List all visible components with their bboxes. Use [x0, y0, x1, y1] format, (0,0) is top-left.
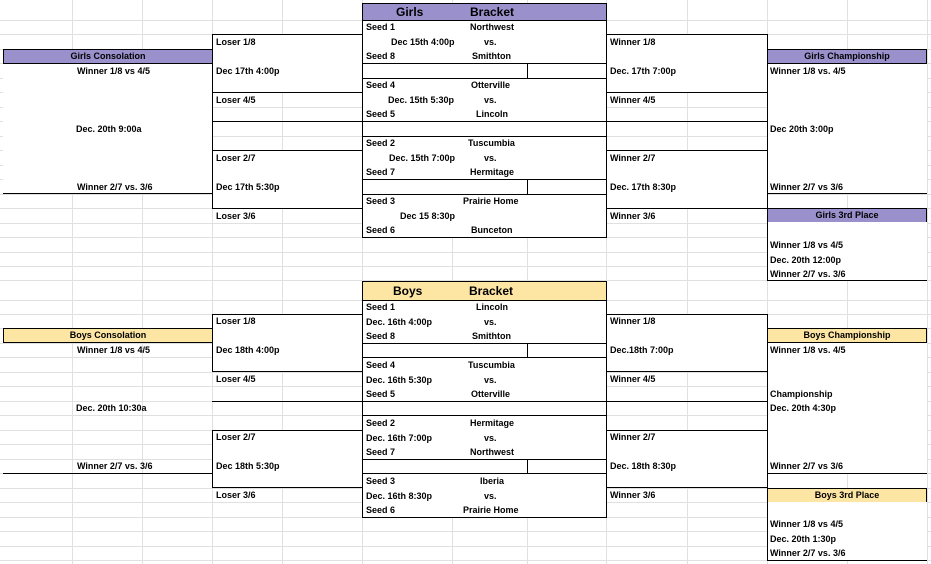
boys-right-text: Winner 4/5 [610, 374, 656, 384]
seed-label: Seed 7 [366, 447, 396, 457]
girls-consolation-line: Dec. 20th 9:00a [76, 124, 142, 134]
team-name: Smithton [472, 51, 511, 61]
vs-label: vs. [484, 95, 497, 105]
vs-label: vs. [484, 153, 497, 163]
boys-championship-line: Dec. 20th 4:30p [770, 403, 837, 413]
team-name: Lincoln [476, 109, 508, 119]
game-time: Dec. 16th 8:30p [366, 491, 433, 501]
game-time: Dec. 16th 5:30p [366, 375, 433, 385]
team-name: Northwest [470, 447, 515, 457]
girls-championship-line: Dec 20th 3:00p [770, 124, 834, 134]
vs-label: vs. [484, 37, 497, 47]
girls-left-text: Loser 3/6 [216, 211, 256, 221]
team-name: Prairie Home [463, 505, 519, 515]
team-name: Lincoln [476, 302, 508, 312]
team-name: Hermitage [470, 167, 515, 177]
girls-left-text: Loser 1/8 [216, 37, 256, 47]
girls-right-text: Dec. 17th 8:30p [610, 182, 677, 192]
vs-label: vs. [484, 491, 497, 501]
seed-label: Seed 5 [366, 389, 396, 399]
girls-left-text: Dec 17th 5:30p [216, 182, 280, 192]
girls-consolation-line: Winner 1/8 vs 4/5 [77, 66, 150, 76]
boys-third-place-title: Boys 3rd Place [814, 490, 880, 500]
boys-consolation-line: Winner 1/8 vs 4/5 [77, 345, 150, 355]
game-time: Dec 15th 4:00p [391, 37, 455, 47]
team-name: Bunceton [471, 225, 513, 235]
vs-label: vs. [484, 433, 497, 443]
game-time: Dec. 15th 5:30p [388, 95, 455, 105]
boys-right-text: Winner 2/7 [610, 432, 656, 442]
girls-championship-line: Winner 2/7 vs 3/6 [770, 182, 843, 192]
girls-third-place-line: Winner 2/7 vs. 3/6 [770, 269, 846, 279]
girls-header-word-2: Bracket [470, 5, 515, 19]
boys-bracket-header [362, 281, 607, 301]
team-name: Hermitage [470, 418, 515, 428]
girls-consolation-line: Winner 2/7 vs. 3/6 [77, 182, 153, 192]
girls-right-text: Dec. 17th 7:00p [610, 66, 677, 76]
boys-header-word-2: Bracket [469, 284, 514, 298]
girls-championship-line: Winner 1/8 vs. 4/5 [770, 66, 846, 76]
girls-third-place-header [767, 208, 927, 223]
seed-label: Seed 8 [366, 51, 396, 61]
girls-third-place-line: Dec. 20th 12:00p [770, 255, 842, 265]
game-time: Dec 15 8:30p [400, 211, 456, 221]
girls-left-text: Loser 2/7 [216, 153, 256, 163]
boys-championship-line: Winner 2/7 vs 3/6 [770, 461, 843, 471]
boys-third-place-line: Dec. 20th 1:30p [770, 534, 837, 544]
girls-left-text: Dec 17th 4:00p [216, 66, 280, 76]
boys-championship-line: Winner 1/8 vs. 4/5 [770, 345, 846, 355]
seed-label: Seed 3 [366, 196, 396, 206]
girls-right-text: Winner 3/6 [610, 211, 656, 221]
boys-third-place-line: Winner 1/8 vs 4/5 [770, 519, 843, 529]
seed-label: Seed 7 [366, 167, 396, 177]
seed-label: Seed 6 [366, 225, 396, 235]
girls-third-place-line: Winner 1/8 vs 4/5 [770, 240, 843, 250]
team-name: Tuscumbia [468, 360, 515, 370]
boys-left-text: Dec 18th 4:00p [216, 345, 280, 355]
girls-header-word-1: Girls [396, 5, 424, 19]
boys-consolation-header [3, 328, 213, 343]
girls-bracket-header [362, 3, 607, 21]
boys-third-place-header [767, 488, 927, 503]
boys-left-text: Loser 1/8 [216, 316, 256, 326]
seed-label: Seed 5 [366, 109, 396, 119]
seed-label: Seed 2 [366, 138, 396, 148]
girls-consolation-header [3, 49, 213, 64]
seed-label: Seed 1 [366, 302, 396, 312]
game-time: Dec. 16th 7:00p [366, 433, 433, 443]
seed-label: Seed 6 [366, 505, 396, 515]
boys-consolation-line: Winner 2/7 vs. 3/6 [77, 461, 153, 471]
boys-left-text: Loser 2/7 [216, 432, 256, 442]
team-name: Prairie Home [463, 196, 519, 206]
girls-right-text: Winner 4/5 [610, 95, 656, 105]
boys-championship-line: Championship [770, 389, 833, 399]
seed-label: Seed 2 [366, 418, 396, 428]
boys-right-text: Winner 3/6 [610, 490, 656, 500]
boys-third-place-line: Winner 2/7 vs. 3/6 [770, 548, 846, 558]
girls-right-text: Winner 2/7 [610, 153, 656, 163]
team-name: Northwest [470, 22, 515, 32]
game-time: Dec. 16th 4:00p [366, 317, 433, 327]
boys-header-word-1: Boys [393, 284, 423, 298]
game-time: Dec. 15th 7:00p [389, 153, 456, 163]
boys-consolation-title: Boys Consolation [69, 330, 147, 340]
girls-left-text: Loser 4/5 [216, 95, 256, 105]
seed-label: Seed 1 [366, 22, 396, 32]
boys-championship-header [767, 328, 927, 343]
girls-third-place-title: Girls 3rd Place [815, 210, 879, 220]
boys-right-text: Dec.18th 7:00p [610, 345, 674, 355]
girls-consolation-title: Girls Consolation [70, 51, 146, 61]
seed-label: Seed 4 [366, 80, 396, 90]
seed-label: Seed 3 [366, 476, 396, 486]
girls-championship-header [767, 49, 927, 64]
seed-label: Seed 4 [366, 360, 396, 370]
vs-label: vs. [484, 317, 497, 327]
girls-championship-title: Girls Championship [804, 51, 890, 61]
team-name: Smithton [472, 331, 511, 341]
vs-label: vs. [484, 375, 497, 385]
boys-left-text: Loser 4/5 [216, 374, 256, 384]
team-name: Otterville [471, 80, 511, 90]
boys-left-text: Loser 3/6 [216, 490, 256, 500]
team-name: Iberia [480, 476, 505, 486]
seed-label: Seed 8 [366, 331, 396, 341]
boys-left-text: Dec 18th 5:30p [216, 461, 280, 471]
boys-right-text: Dec. 18th 8:30p [610, 461, 677, 471]
girls-right-text: Winner 1/8 [610, 37, 656, 47]
team-name: Otterville [471, 389, 511, 399]
boys-consolation-line: Dec. 20th 10:30a [76, 403, 147, 413]
boys-championship-title: Boys Championship [803, 330, 891, 340]
boys-right-text: Winner 1/8 [610, 316, 656, 326]
team-name: Tuscumbia [468, 138, 515, 148]
